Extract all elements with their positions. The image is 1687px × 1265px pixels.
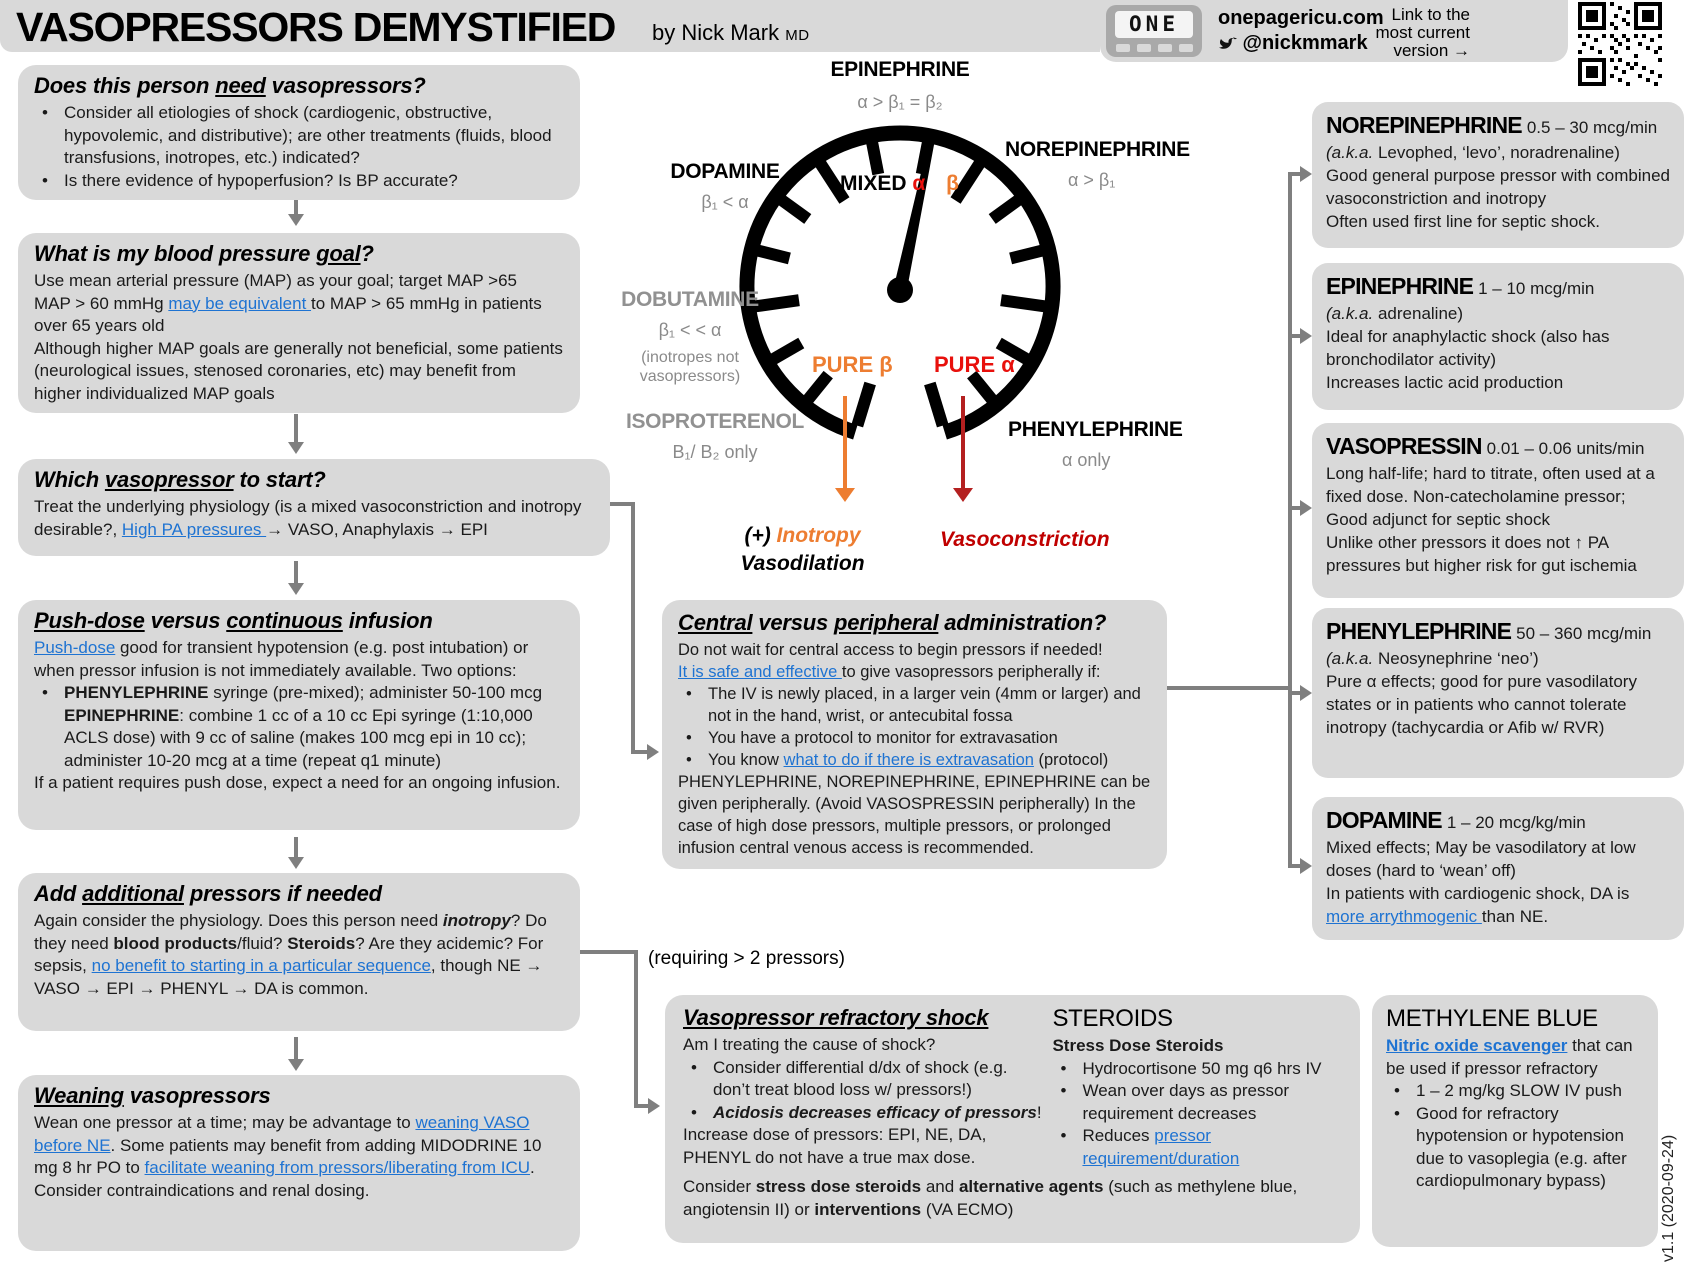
steroids-column [1052,1005,1342,1170]
onepager-logo [1106,5,1202,57]
box-heading [34,608,564,634]
drug-line [1326,882,1670,928]
bp-goal-box [18,233,580,413]
text-segment: Wean one pressor at a time; may be advantage to [34,1113,416,1132]
arrow-right-icon [1300,166,1312,182]
bullet-continuation [34,705,564,773]
text-segment: syringe (pre-mixed); administer 50-100 mcg [208,683,543,702]
site-url: onepagericu.com [1218,7,1384,29]
vasoconstriction-arrow-head [953,488,973,502]
text-segment: continuous [226,608,343,633]
twitter-handle[interactable]: @nickmmark [1242,32,1368,54]
link-may-be-equivalent[interactable]: may be equivalent [168,293,312,313]
paragraph [34,270,564,293]
text-segment: Increase dose of pressors: EPI, NE, DA, PHENYL do not have a true max dose. [683,1125,987,1167]
gauge-sub-phenylephrine: α only [1062,450,1111,470]
text-segment: MAP > 60 mmHg [34,293,169,313]
gauge-label-dobutamine: DOBUTAMINE [621,288,759,311]
byline [652,20,810,46]
which-vasopressor-box [18,459,610,556]
text-segment: Hydrocortisone 50 mg q6 hrs IV [1082,1058,1322,1078]
pager-button [1116,44,1130,52]
text-segment: good for transient hypotension (e.g. post intubation) or when pressor infusion is not immediately available. Two options: [34,638,529,680]
text-segment: versus [752,610,834,635]
inotropy-arrow-stem [843,396,847,490]
text-segment: (+) [744,524,777,547]
text-segment: Pure α effects; good for pure vasodilatory states or in patients who cannot tolerate inotropy (tachycardia or Afib w/ RVR) [1326,672,1637,737]
text-segment: administration? [938,610,1107,635]
connector-elbow [634,950,638,1108]
paragraph [683,1034,1042,1057]
text-segment: In patients with cardiogenic shock, DA is [1326,884,1630,903]
text-segment: goal [316,241,361,266]
drug-dose: 1 – 20 mcg/kg/min [1446,813,1586,832]
text-segment: (protocol) [1033,751,1109,769]
text-segment: additional [82,881,184,906]
drug-dose: 0.5 – 30 mcg/min [1526,118,1658,137]
arrow-right-icon [1300,500,1312,516]
text-segment: Again consider the physiology. Does this person need [34,911,443,930]
text-segment: that can be used if pressor refractory [1386,1036,1633,1078]
drug-name: DOPAMINE [1326,807,1442,833]
text-segment: Consider differential d/dx of shock (e.g. don’t treat blood loss w/ pressors!) [713,1057,1008,1099]
text-segment: α [912,172,926,195]
text-segment: Good general purpose pressor with combined vasoconstriction and inotropy [1326,166,1670,208]
steroids-heading: STEROIDS [1052,1005,1173,1032]
text-segment: inotropy [442,911,511,930]
text-segment: Mixed effects; May be vasodilatory at low doses (hard to ‘wean’ off) [1326,838,1636,880]
connector-trunk [1288,172,1292,868]
paragraph [683,1124,1042,1169]
text-segment: ? Are they acidemic? For sepsis, [34,933,544,975]
drug-line [1326,836,1670,882]
text-segment: PHENYLEPHRINE [64,683,209,702]
text-segment: PHENYLEPHRINE, NOREPINEPHRINE, EPINEPHRINE can be given peripherally. (Avoid VASOSPRESSIN peripherally) In the case of high dose pressors, multiple pressors, or prolonged infusion central venous access is recommended. [678,773,1151,857]
push-dose-box [18,600,580,830]
text-segment: MD [785,27,810,44]
text-segment: Inotropy [776,524,861,547]
link-safe-effective[interactable]: It is safe and effective [678,663,842,681]
pager-button [1137,44,1151,52]
text-segment: Weaning [34,1083,124,1108]
paragraph [34,1112,564,1202]
text-segment: need [215,73,266,98]
text-segment: interventions [814,1199,922,1219]
drug-aka [1326,302,1670,325]
steroids-subheading: Stress Dose Steroids [1052,1036,1224,1055]
text-segment: versus [144,608,227,633]
text-segment: to give vasopressors peripherally if: [841,663,1101,681]
gauge-sub-dobutamine: β₁ < < α [658,320,722,340]
text-segment: Steroids [287,933,356,953]
box-heading [683,1005,1042,1031]
norepinephrine-box [1312,102,1684,248]
connector-elbow [578,950,638,954]
bullet-item [1052,1080,1342,1125]
bullet-item [678,749,1151,771]
box-heading [34,1083,564,1109]
drug-line [1326,325,1670,371]
text-segment: vasopressors [123,1083,271,1108]
link-note-line: Link to the [1391,5,1470,24]
text-segment: (a.k.a. [1326,143,1374,162]
gauge-label-phenylephrine: PHENYLEPHRINE [1008,418,1183,441]
text-segment: adrenaline) [1373,304,1464,323]
twitter-row [1218,32,1368,56]
text-segment: (a.k.a. [1326,304,1374,323]
box-heading [34,467,594,493]
text-segment [925,172,946,195]
text-segment: and [921,1177,959,1196]
text-segment: Treat the underlying physiology (is a mixed vasoconstriction and inotropy desirable?, [34,497,582,539]
gauge-sub-epinephrine: α > β₁ = β₂ [857,92,943,112]
gauge-label-dopamine: DOPAMINE [670,160,780,183]
drug-dose: 1 – 10 mcg/min [1478,279,1595,298]
connector-stem [294,1037,298,1061]
bullet-item [34,102,564,170]
text-segment: Central [678,610,753,635]
gauge-label-epinephrine [800,58,1000,82]
connector-stem [294,561,298,585]
bullet-item [683,1057,1042,1102]
link-no-benefit-sequence[interactable]: no benefit to starting in a particular sequence [91,956,431,975]
drug-line [1326,210,1670,233]
box-heading [34,881,564,907]
text-segment: Consider [683,1177,756,1196]
paragraph [34,496,594,541]
refractory-column [683,1005,1042,1170]
arrow-down-icon [288,442,304,454]
text-segment: Is there evidence of hypoperfusion? Is BP accurate? [64,170,458,190]
arrow-down-icon [288,1059,304,1071]
text-segment: → VASO, Anaphylaxis → EPI [266,519,488,539]
gauge-label-isoproterenol: ISOPROTERENOL [625,410,805,433]
text-segment: (such as methylene blue, angiotensin II) or [683,1177,1298,1219]
text-segment: ? [360,241,374,266]
paragraph [34,772,564,795]
text-segment: Ideal for anaphylactic shock (also has bronchodilator activity) [1326,327,1610,369]
text-segment: stress dose steroids [755,1177,922,1196]
link-note-line: version → [1393,41,1470,60]
bullet-item [678,683,1151,727]
qr-code [1578,2,1662,86]
gauge-pure-alpha-label: PURE α [934,352,1015,377]
additional-pressors-box [18,873,580,1031]
drug-line [1326,670,1670,739]
drug-aka [1326,647,1670,670]
gauge-needle [891,140,938,301]
vasoconstriction-arrow-stem [961,396,965,490]
arrow-down-icon [288,214,304,226]
arrow-down-icon [288,583,304,595]
inotropy-arrow-head [835,488,855,502]
text-segment: Push-dose [34,608,145,633]
drug-line [1326,164,1670,210]
text-segment: : combine 1 cc of a 10 cc Epi syringe (1:10,000 ACLS dose) with 9 cc of saline (makes 100 mcg epi in 10 cc); administer 10-20 mcg at a time (repeat q1 minute) [64,705,533,770]
drug-line [1326,462,1670,531]
central-peripheral-box [662,600,1167,869]
drug-name: VASOPRESSIN [1326,433,1482,459]
label-text: EPINEPHRINE [830,58,970,81]
vasoconstriction-label: Vasoconstriction [940,528,1110,551]
bullet-item [1052,1125,1342,1170]
bullet-item [1386,1103,1644,1193]
paragraph [678,661,1151,683]
drug-name: EPINEPHRINE [1326,273,1474,299]
bullet-item [34,170,564,193]
text-segment: blood products [113,933,238,953]
text-segment: Consider all etiologies of shock (cardiogenic, obstructive, hypovolemic, and distributive); are other treatments (fluids, blood transfusions, inotropes, etc.) indicated? [64,103,552,167]
arrow-right-icon [648,1098,660,1114]
refractory-shock-box [665,995,1360,1243]
arrow-right-icon [1300,685,1312,701]
text-segment: than NE. [1481,907,1549,926]
text-segment: . Some patients may benefit from adding MIDODRINE 10 mg 8 hr PO to [34,1135,542,1177]
text-segment: Add [34,881,83,906]
link-high-pa-pressures[interactable]: High PA pressures [121,519,267,539]
text-segment: /fluid? [237,933,288,953]
methylene-blue-box [1372,995,1658,1247]
link-more-arrythmogenic[interactable]: more arrythmogenic [1326,907,1482,926]
text-segment: peripheral [833,610,939,635]
box-heading [34,73,564,99]
bullet-item [1052,1058,1342,1081]
arrow-down-icon [288,857,304,869]
connector-elbow [631,502,635,754]
text-segment: pressors if needed [183,881,382,906]
link-weaning-vaso[interactable]: weaning VASO before NE [34,1113,530,1155]
link-pressor-requirement[interactable]: pressor requirement/duration [1082,1126,1240,1168]
text-segment: Although higher MAP goals are generally not beneficial, some patients (neurological issues, stenosed coronaries, etc) may benefit from higher individualized MAP goals [34,338,563,403]
text-segment: Levophed, ‘levo’, noradrenaline) [1373,143,1620,162]
text-segment: ! [1036,1102,1042,1122]
gauge-note-dobutamine: (inotropes not vasopressors) [639,349,741,385]
link-facilitate-weaning[interactable]: facilitate weaning from pressors/liberating from ICU [144,1158,531,1177]
text-segment: . Consider contraindications and renal dosing. [34,1158,535,1200]
gauge-mixed-label [840,172,959,196]
drug-dose: 0.01 – 0.06 units/min [1486,439,1645,458]
text-segment: Am I treating the cause of shock? [683,1035,936,1054]
text-segment: β [946,172,959,195]
drug-line [1326,531,1670,577]
text-segment: MIXED [840,172,913,195]
connector-stem [294,837,298,859]
text-segment: Wean over days as pressor requirement decreases [1082,1081,1290,1123]
drug-dose: 50 – 360 mcg/min [1516,624,1652,643]
link-push-dose[interactable]: Push-dose [34,638,116,657]
connector-stem [294,414,298,444]
text-segment: The IV is newly placed, in a larger vein (4mm or larger) and not in the hand, wrist, or antecubital fossa [708,685,1141,725]
connector-feed [1167,686,1288,690]
link-extravasation[interactable]: what to do if there is extravasation [783,751,1034,769]
methylene-heading: METHYLENE BLUE [1386,1005,1598,1032]
version-label: v1.1 (2020-09-24) [1660,1134,1677,1262]
gauge-sub-dopamine: β₁ < α [701,192,749,212]
text-segment: You know [708,751,784,769]
text-segment: , though NE → VASO → EPI → PHENYL → DA is common. [34,956,543,998]
bullet-item [34,682,564,705]
paragraph [1386,1035,1644,1080]
gauge-pure-beta-label: PURE β [812,352,893,377]
arrow-right-icon [647,744,659,760]
drug-line [1326,371,1670,394]
text-segment: Vasopressor refractory shock [683,1005,989,1030]
bullet-item [678,727,1151,749]
text-segment: (VA ECMO) [921,1199,1014,1219]
weaning-box [18,1075,580,1251]
link-note [1358,6,1470,60]
paragraph [678,771,1151,859]
bullet-item [1386,1080,1644,1103]
link-nitric-oxide[interactable]: Nitric oxide scavenger [1386,1036,1568,1055]
drug-name: PHENYLEPHRINE [1326,618,1512,644]
text-segment: Unlike other pressors it does not ↑ PA pressures but higher risk for gut ischemia [1326,533,1637,575]
vasopressin-box [1312,423,1684,598]
text-segment: Use mean arterial pressure (MAP) as your goal; target MAP >65 [34,271,517,290]
paragraph [34,293,564,338]
bullet-item [683,1102,1042,1125]
text-segment: Increases lactic acid production [1326,373,1564,392]
pager-button [1179,44,1193,52]
text-segment: alternative agents [958,1177,1104,1196]
text-segment: to start? [233,467,326,492]
text-segment: Neosynephrine ‘neo’) [1373,649,1539,668]
link-note-line: most current [1375,23,1470,42]
text-segment: to MAP > 65 mmHg in patients over 65 years old [34,293,542,335]
paragraph [34,338,564,406]
twitter-icon [1218,36,1238,52]
text-segment: (a.k.a. [1326,649,1374,668]
refractory-footer [683,1176,1342,1221]
text-segment: Good for refractory hypotension or hypotension due to vasoplegia (e.g. after cardiopulmonary bypass) [1416,1103,1627,1190]
text-segment: Do not wait for central access to begin pressors if needed! [678,641,1103,659]
text-segment: EPINEPHRINE [64,705,180,725]
text-segment: Which [34,467,105,492]
paragraph [678,639,1151,661]
page-title: VASOPRESSORS DEMYSTIFIED [16,4,616,50]
text-segment: If a patient requires push dose, expect a need for an ongoing infusion. [34,773,561,792]
requiring-pressors-note: (requiring > 2 pressors) [648,948,845,969]
text-segment: infusion [342,608,433,633]
pager-screen [1115,11,1193,38]
box-heading [34,241,564,267]
gauge-label-norepinephrine: NOREPINEPHRINE [1005,138,1190,161]
pager-button [1158,44,1172,52]
epinephrine-box [1312,263,1684,410]
text-segment: Often used first line for septic shock. [1326,212,1601,231]
text-segment: Long half-life; hard to titrate, often used at a fixed dose. Non-catecholamine pressor; Good adjunct for septic shock [1326,464,1655,529]
text-segment: vasopressor [104,467,234,492]
text-segment: 1 – 2 mg/kg SLOW IV push [1416,1081,1622,1100]
drug-name: NOREPINEPHRINE [1326,112,1522,138]
vasodilation-label: Vasodilation [740,552,865,575]
inotropy-label [715,524,890,548]
gauge-sub-isoproterenol: B₁/ B₂ only [672,442,758,462]
text-segment: Acidosis decreases efficacy of pressors [713,1102,1037,1122]
box-heading [678,610,1151,636]
paragraph [34,637,564,682]
paragraph [34,910,564,1000]
dopamine-box [1312,797,1684,940]
text-segment: by Nick Mark [652,20,786,45]
arrow-right-icon [1300,328,1312,344]
text-segment: You have a protocol to monitor for extravasation [708,729,1058,747]
text-segment: What is my blood pressure [34,241,317,266]
text-segment: Does this person [34,73,216,98]
drug-aka [1326,141,1670,164]
text-segment: Reduces [1082,1126,1155,1145]
need-vasopressors-box [18,65,580,200]
phenylephrine-box [1312,608,1684,778]
text-segment: ? Do they need [34,911,547,953]
pager-logo-text: ONE [1129,12,1179,36]
gauge-sub-norepinephrine: α > β₁ [1068,170,1116,190]
arrow-right-icon [1300,858,1312,874]
text-segment: vasopressors? [265,73,426,98]
